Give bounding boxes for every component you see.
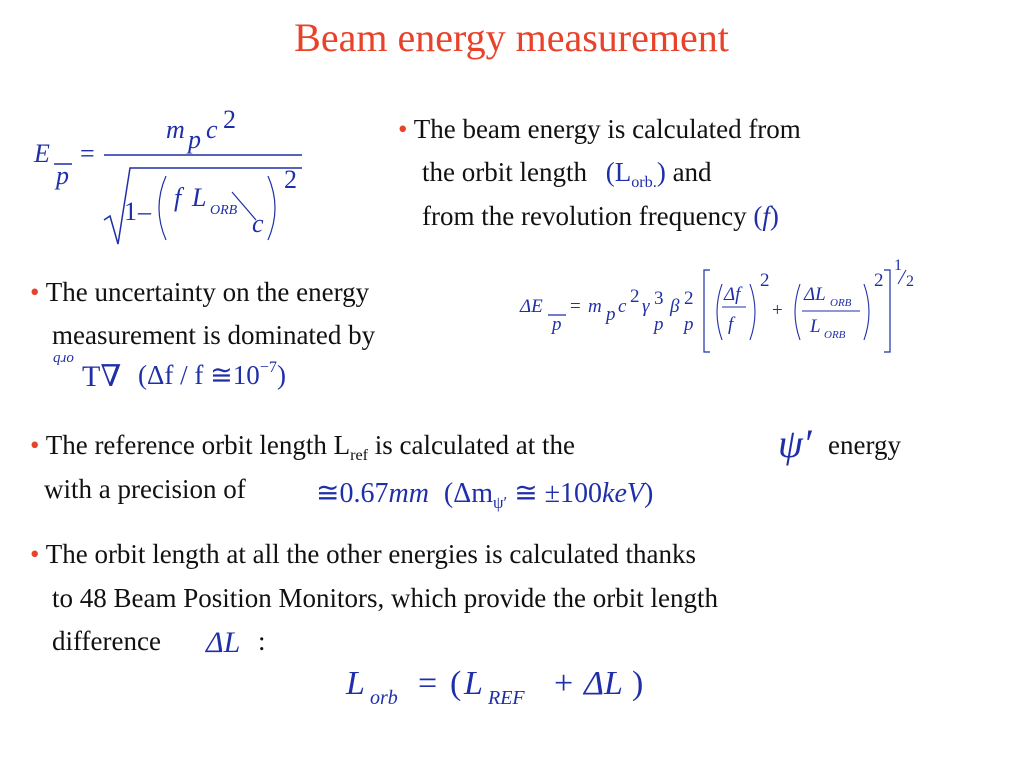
svg-text:): ) (632, 665, 644, 702)
formula-eq: = (80, 139, 95, 168)
svg-text:p: p (654, 314, 664, 335)
svg-text:orb: orb (370, 687, 398, 709)
bullet-1-line-2 (422, 159, 712, 190)
formula-num-m: m (166, 115, 185, 144)
svg-text:f: f (728, 314, 734, 335)
svg-text:2: 2 (874, 270, 884, 291)
bullet-4-line-3: difference (52, 626, 161, 656)
svg-text:ORB: ORB (824, 329, 846, 341)
svg-text:=: = (418, 665, 438, 702)
energy-formula (20, 108, 320, 258)
svg-text:L: L (810, 316, 821, 337)
svg-text:2: 2 (630, 286, 640, 307)
formula-square: 2 (284, 165, 297, 194)
svg-text:γ: γ (642, 296, 650, 317)
svg-text:p: p (606, 304, 616, 325)
svg-text:3: 3 (654, 288, 664, 309)
delta-l-symbol: ΔL (206, 626, 241, 659)
svg-text:2: 2 (906, 273, 914, 290)
precision-value: ≅0.67mm ($\Delta m_{\psi'}$ ≅ ±100keV) (316, 478, 654, 512)
svg-text:ΔL: ΔL (804, 284, 826, 305)
lorb-formula (340, 652, 660, 716)
bullet-2-line-1: • The uncertainty on the energy (30, 277, 370, 307)
svg-text:L: L (464, 665, 483, 702)
bullet-glyph: • (398, 114, 408, 144)
svg-text:m: m (588, 296, 602, 317)
bullet-1-text-2: the orbit length (422, 157, 587, 187)
svg-text:c: c (618, 296, 627, 317)
formula-f: f (174, 183, 182, 212)
bullet-3-line-1: • The reference orbit length $L_{ref}$ is calculated at the (30, 430, 575, 464)
bullet-3-line-2: with a precision of (44, 474, 246, 504)
formula-num-c: c (206, 115, 218, 144)
svg-text:(: ( (450, 665, 462, 702)
formula-num-p: p (188, 125, 201, 154)
svg-text:ΔE: ΔE (520, 296, 543, 317)
formula-orb-sub: ORB (210, 203, 238, 218)
orbit-length-symbol: $(L_{orb.})$ (605, 157, 666, 191)
bullet-4-colon: : (258, 626, 266, 656)
formula-E: E (34, 139, 50, 168)
bullet-4-line-1: • The orbit length at all the other energies is calculated thanks (30, 539, 696, 569)
svg-text:ORB: ORB (830, 297, 852, 309)
svg-text:=: = (570, 296, 581, 317)
bullet-1-text-1: The beam energy is calculated from (413, 114, 801, 144)
svg-text:+: + (772, 300, 783, 321)
frequency-symbol: (f) (753, 201, 779, 231)
svg-text:1: 1 (894, 257, 902, 274)
psi-prime-symbol: ψ′ (778, 421, 812, 466)
slide-title: Beam energy measurement (294, 15, 729, 60)
svg-text:2: 2 (684, 288, 694, 309)
bullet-3-text-1: The reference orbit length $L_{ref}$ is calculated at the (45, 430, 575, 464)
formula-num-exp: 2 (223, 108, 236, 134)
frequency-precision: (Δf / f $≅10^{-7}$) (138, 358, 286, 390)
svg-text:L: L (346, 665, 365, 702)
garbled-delta-l: T∇ (82, 360, 122, 393)
bullet-2-text-1: The uncertainty on the energy (45, 277, 370, 307)
bullet-1-and: and (672, 157, 712, 187)
svg-text:β: β (670, 296, 680, 317)
bullet-2-line-2: measurement is dominated by (52, 320, 376, 350)
formula-one: 1 (124, 197, 137, 226)
svg-text:REF: REF (488, 687, 525, 709)
bullet-4-text-1: The orbit length at all the other energies is calculated thanks (45, 539, 696, 569)
formula-L: L (192, 183, 207, 212)
svg-text:p: p (552, 314, 562, 335)
formula-c: c (252, 209, 264, 238)
svg-text:ΔL: ΔL (584, 665, 623, 702)
svg-text:p: p (684, 314, 694, 335)
bullet-4-line-2: to 48 Beam Position Monitors, which provide the orbit length (52, 583, 718, 613)
uncertainty-formula (514, 254, 934, 358)
svg-text:+: + (554, 665, 574, 702)
garbled-sup-text: qɹo (53, 350, 74, 366)
bullet-3-energy: energy (828, 430, 901, 460)
formula-minus: – (138, 197, 151, 226)
formula-p-sub: p (56, 161, 69, 190)
svg-text:2: 2 (760, 270, 770, 291)
bullet-1-line-3 (422, 203, 779, 230)
svg-text:Δf: Δf (724, 284, 741, 305)
bullet-1-text-3: from the revolution frequency (422, 201, 747, 231)
bullet-1-line-1 (398, 116, 801, 143)
